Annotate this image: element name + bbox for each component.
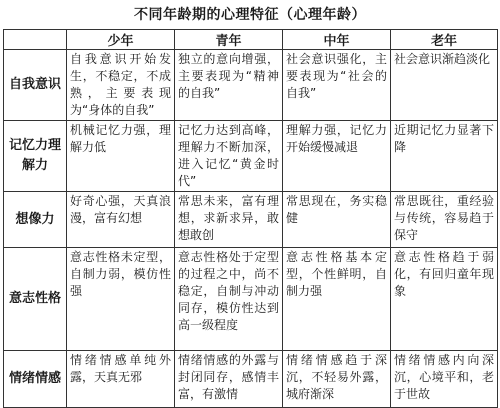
row-label-emotion: 情绪情感 bbox=[4, 351, 67, 408]
table-cell: 社会意识渐趋淡化 bbox=[391, 50, 498, 121]
table-cell: 记忆力达到高峰，理解力不断加深，进入记忆“黄金时代” bbox=[175, 121, 283, 192]
table-cell: 意志性格处于定型的过程之中，尚不稳定，自制与冲动同存，模仿性达到高一级程度 bbox=[175, 248, 283, 351]
header-corner-cell bbox=[4, 30, 67, 50]
table-cell: 情绪情感单纯外露，天真无邪 bbox=[67, 351, 175, 408]
table-row bbox=[4, 248, 498, 351]
table-row bbox=[4, 50, 498, 121]
psychology-table bbox=[3, 29, 498, 408]
row-label-imagination: 想像力 bbox=[4, 192, 67, 248]
header-youth: 青年 bbox=[175, 30, 283, 50]
table-cell: 意志性格基本定型，个性鲜明，自制力强 bbox=[283, 248, 391, 351]
row-label-will-character: 意志性格 bbox=[4, 248, 67, 351]
table-cell: 自我意识开始发生，不稳定，不成熟，主要表现为“身体的自我” bbox=[67, 50, 175, 121]
header-old-age: 老年 bbox=[391, 30, 498, 50]
table-row bbox=[4, 192, 498, 248]
table-row bbox=[4, 351, 498, 408]
table-cell: 意志性格未定型，自制力弱，模仿性强 bbox=[67, 248, 175, 351]
page-title: 不同年龄期的心理特征（心理年龄） bbox=[134, 7, 366, 23]
header-juvenile: 少年 bbox=[67, 30, 175, 50]
table-row bbox=[4, 121, 498, 192]
header-middle-age: 中年 bbox=[283, 30, 391, 50]
table-cell: 情绪情感内向深沉，心境平和，老于世故 bbox=[391, 351, 498, 408]
row-label-memory-understanding: 记忆力理解力 bbox=[4, 121, 67, 192]
table-cell: 意志性格趋于弱化，有回归童年现象 bbox=[391, 248, 498, 351]
table-cell: 理解力强，记忆力开始缓慢减退 bbox=[283, 121, 391, 192]
table-cell: 常思现在，务实稳健 bbox=[283, 192, 391, 248]
table-cell: 机械记忆力强，理解力低 bbox=[67, 121, 175, 192]
header-row bbox=[4, 30, 498, 50]
table-cell: 好奇心强，天真浪漫，富有幻想 bbox=[67, 192, 175, 248]
table-cell: 常思未来，富有理想，求新求异，敢想敢创 bbox=[175, 192, 283, 248]
table-cell: 常思既往，重经验与传统，容易趋于保守 bbox=[391, 192, 498, 248]
table-cell: 近期记忆力显著下降 bbox=[391, 121, 498, 192]
table-cell: 独立的意向增强，主要表现为“精神的自我” bbox=[175, 50, 283, 121]
table-cell: 社会意识强化，主要表现为“社会的自我” bbox=[283, 50, 391, 121]
row-label-self-awareness: 自我意识 bbox=[4, 50, 67, 121]
table-cell: 情绪情感的外露与封闭同存，感情丰富，有激情 bbox=[175, 351, 283, 408]
table-cell: 情绪情感趋于深沉，不轻易外露，城府渐深 bbox=[283, 351, 391, 408]
